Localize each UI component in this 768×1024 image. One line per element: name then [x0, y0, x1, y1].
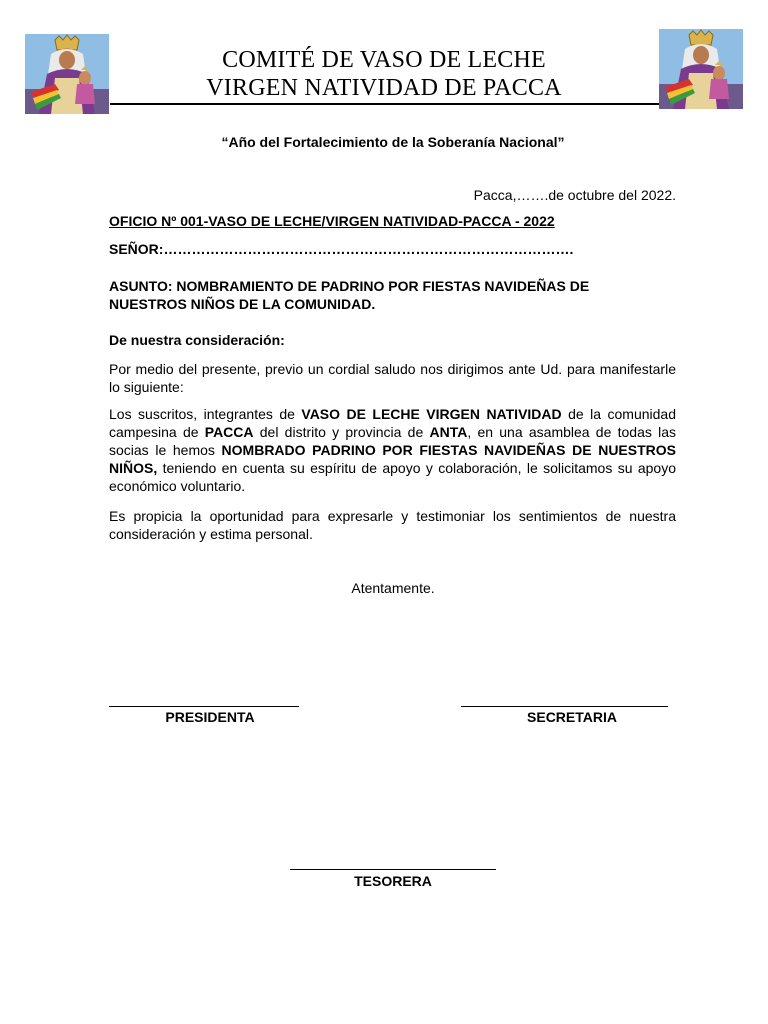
virgin-image-left: [25, 34, 109, 114]
signature-line-secretaria: [461, 706, 668, 707]
oficio-number: OFICIO Nº 001-VASO DE LECHE/VIRGEN NATIVIDAD-PACCA - 2022: [109, 213, 555, 229]
committee-title: COMITÉ DE VASO DE LECHE: [222, 47, 546, 73]
closing-phrase: Atentamente.: [351, 580, 435, 596]
signature-line-presidenta: [109, 706, 299, 707]
subject-line-1: ASUNTO: NOMBRAMIENTO DE PADRINO POR FIESTAS NAVIDEÑAS DE: [109, 278, 590, 294]
year-motto: “Año del Fortalecimiento de la Soberanía Nacional”: [221, 134, 565, 150]
header-rule: [110, 103, 659, 105]
paragraph-body: Los suscritos, integrantes de VASO DE LECHE VIRGEN NATIVIDAD de la comunidad campesina de PACCA del distrito y provincia de ANTA, en una asamblea de todas las socias le hemos NOMBRADO PADRINO POR FIESTAS NAVIDEÑAS DE NUESTROS NIÑOS, teniendo en cuenta su espíritu de apoyo y colaboración, le solicitamos su apoyo económico voluntario.: [109, 406, 677, 494]
signature-line-tesorera: [290, 869, 496, 870]
subject-line-2: NUESTROS NIÑOS DE LA COMUNIDAD.: [109, 296, 376, 312]
signature-label-tesorera: TESORERA: [354, 873, 432, 889]
paragraph-closing: Es propicia la oportunidad para expresarle y testimoniar los sentimientos de nuestra consideración y estima personal.: [109, 508, 676, 542]
paragraph-intro: Por medio del presente, previo un cordial saludo nos dirigimos ante Ud. para manifestarle lo siguiente:: [109, 361, 676, 395]
recipient-line: SEÑOR:…………………………………………………………………………….: [109, 241, 574, 257]
letter-date: Pacca,…….de octubre del 2022.: [473, 187, 676, 203]
signature-label-secretaria: SECRETARIA: [527, 709, 617, 725]
greeting: De nuestra consideración:: [109, 332, 285, 348]
signature-label-presidenta: PRESIDENTA: [165, 709, 255, 725]
committee-subtitle: VIRGEN NATIVIDAD DE PACCA: [206, 75, 562, 101]
